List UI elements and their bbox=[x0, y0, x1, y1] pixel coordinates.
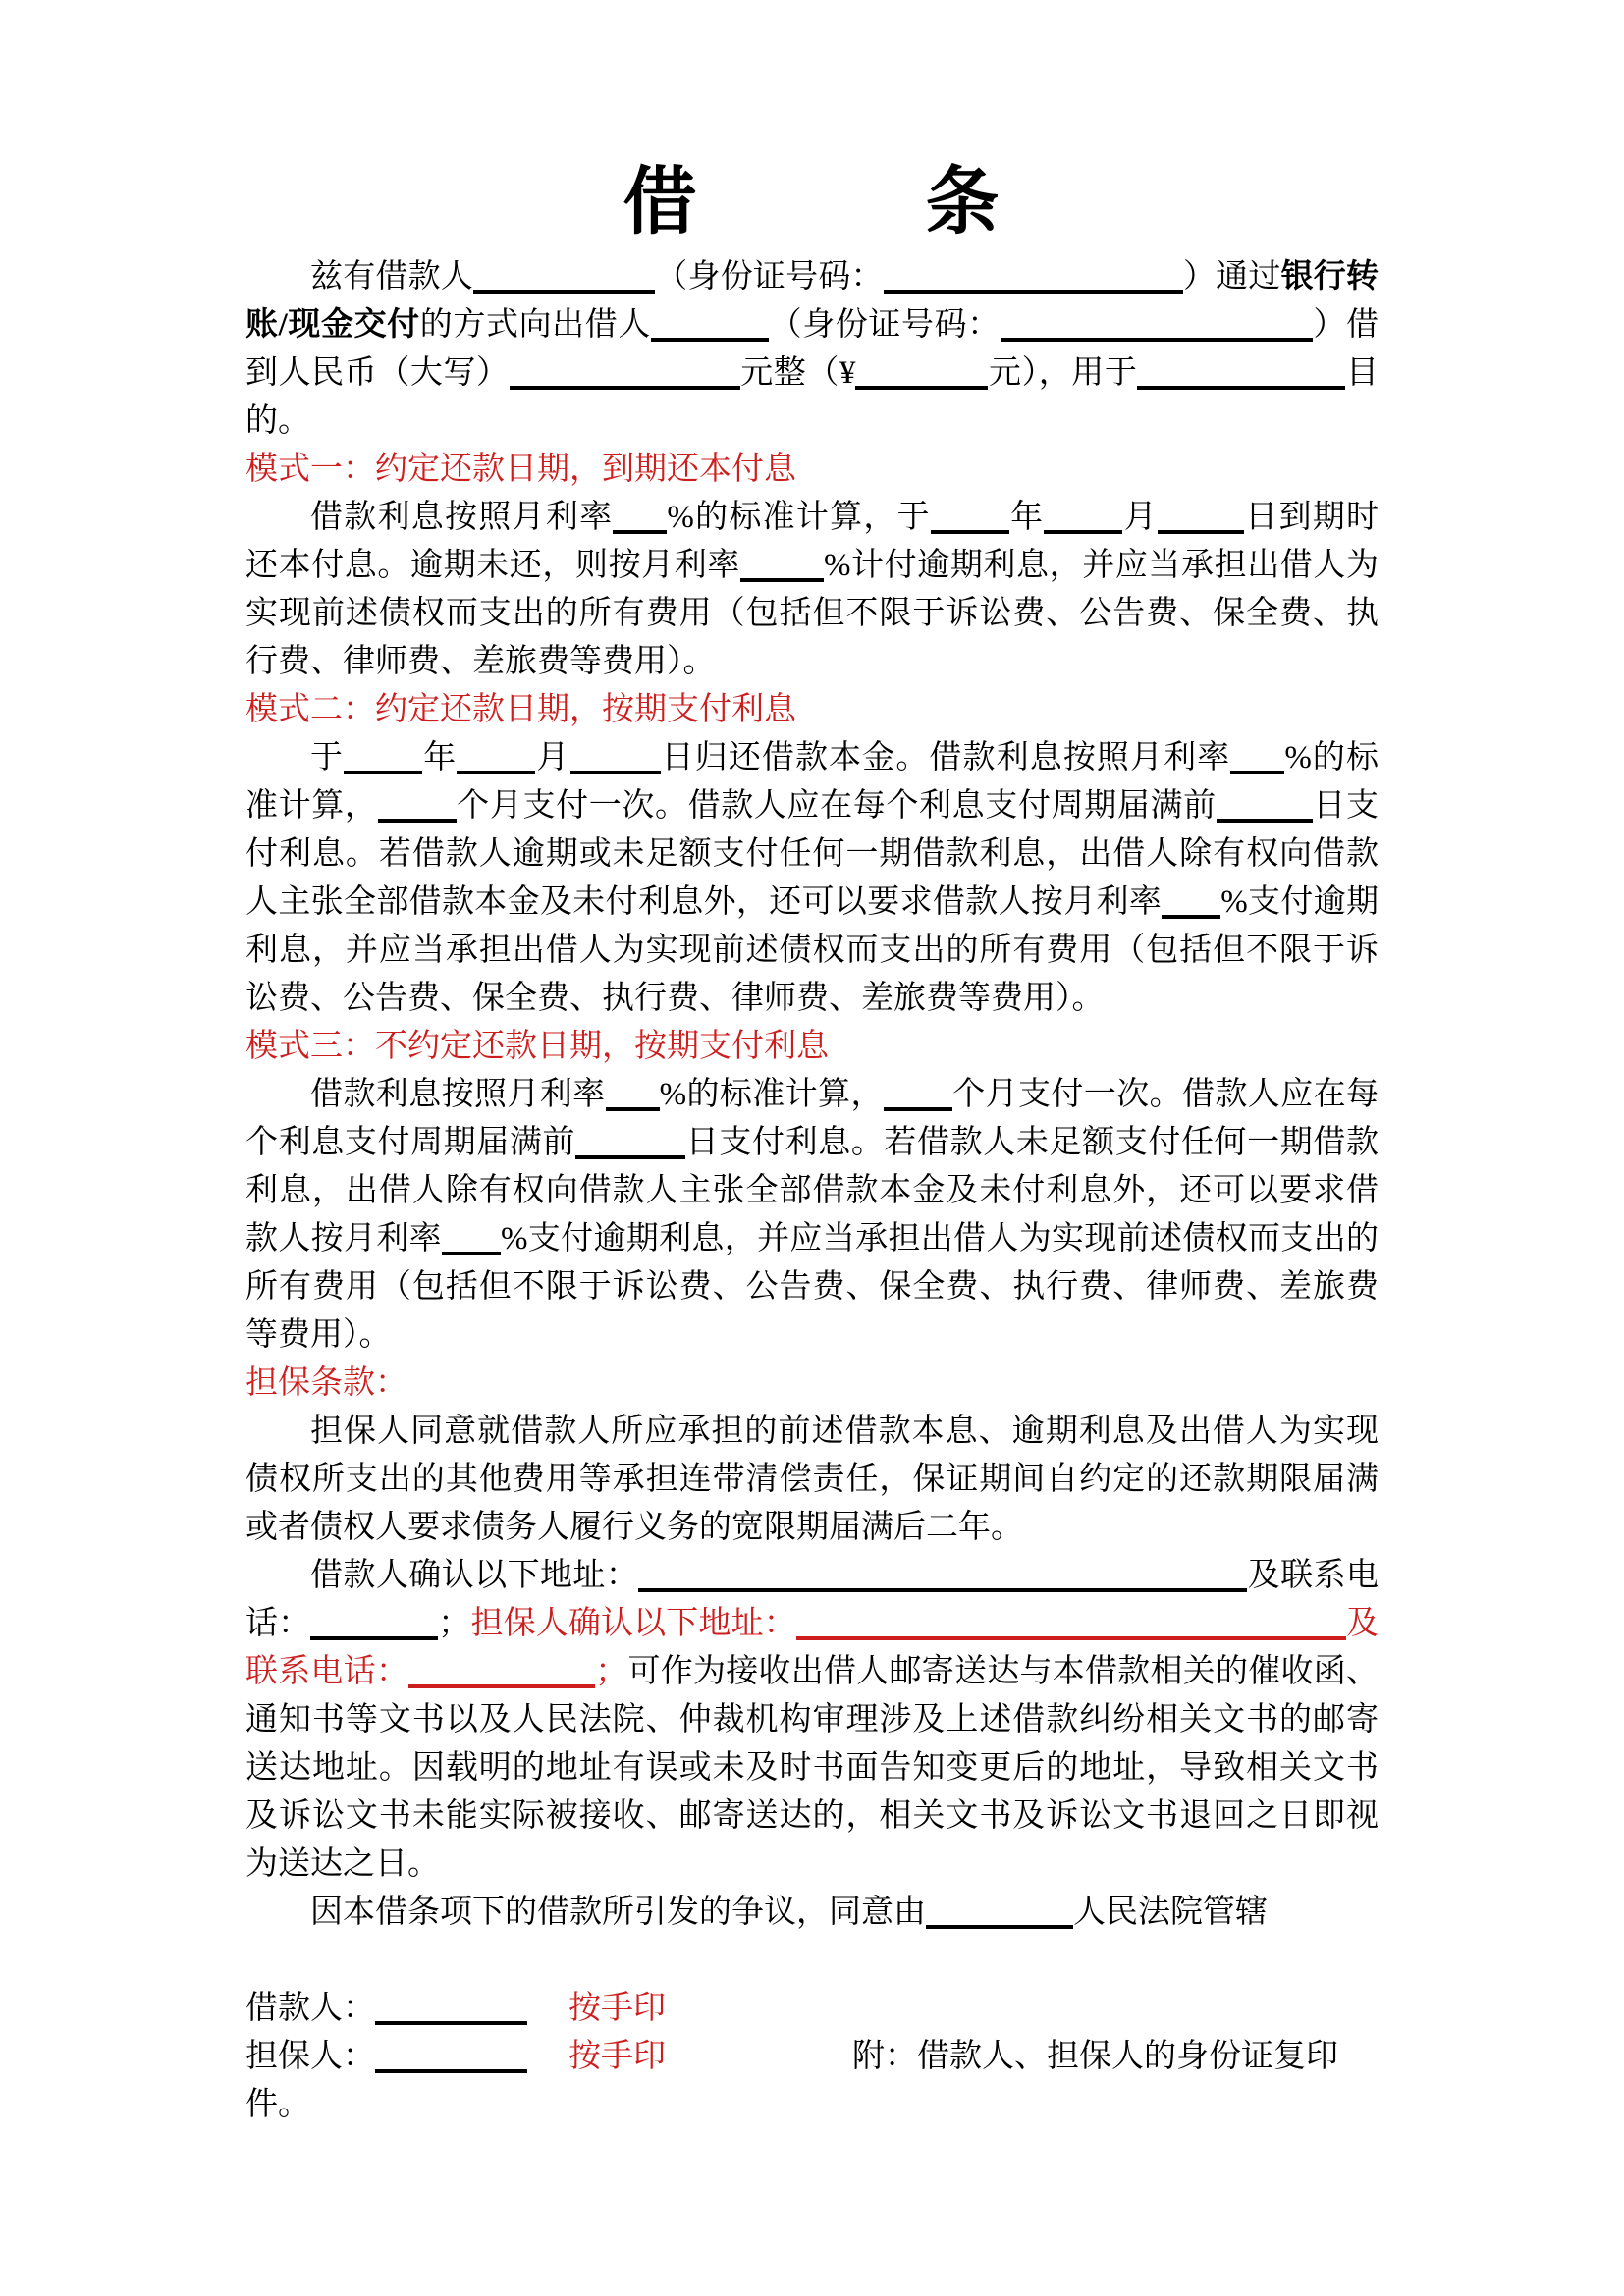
text-segment: 于 bbox=[310, 740, 345, 775]
guarantee-paragraph bbox=[245, 1408, 1379, 1552]
text-segment: 月 bbox=[1122, 500, 1158, 535]
text-segment: 年 bbox=[1008, 500, 1045, 535]
jurisdiction-paragraph bbox=[245, 1889, 1379, 1937]
blank-field bbox=[575, 1122, 685, 1160]
text-segment: ； bbox=[438, 1606, 471, 1641]
blank-field bbox=[408, 1651, 595, 1689]
blank-field bbox=[457, 737, 535, 775]
text-segment: 担保人： bbox=[245, 2039, 375, 2074]
text-segment: 日支付利息。若借款人未足额支付任何一期借款利息，出借人除有权向借款人主张全部借款本金及未付利息外，还可以要求借款人按月利率 bbox=[245, 1125, 1380, 1256]
blank-field bbox=[310, 1603, 438, 1641]
text-segment: %计付逾期利息，并应当承担出借人为实现前述债权而支出的所有费用（包括但不限于诉讼费、公告费、保全费、执行费、律师费、差旅费等费用）。 bbox=[245, 548, 1379, 679]
blank-field bbox=[606, 1074, 660, 1112]
text-segment: %的标准计算，于 bbox=[667, 500, 931, 535]
blank-field bbox=[1158, 497, 1244, 535]
text-segment: ； bbox=[595, 1654, 628, 1689]
blank-field bbox=[855, 352, 988, 391]
blank-field bbox=[1230, 737, 1284, 775]
mode2-heading bbox=[245, 686, 1379, 734]
text-segment: 借款利息按照月利率 bbox=[310, 500, 614, 535]
text-segment: 担保人确认以下地址： bbox=[470, 1606, 796, 1641]
document-body bbox=[245, 253, 1379, 2129]
blank-field bbox=[473, 256, 655, 294]
blank-field bbox=[931, 497, 1009, 535]
blank-field bbox=[570, 737, 661, 775]
blank-field bbox=[884, 256, 1183, 294]
mode3-paragraph bbox=[245, 1071, 1379, 1360]
blank-field bbox=[1137, 352, 1345, 391]
address-paragraph bbox=[245, 1552, 1379, 1889]
text-segment: ）通过 bbox=[1182, 259, 1281, 294]
mode3-heading bbox=[245, 1023, 1379, 1071]
document-title: 借 条 bbox=[623, 162, 1001, 243]
spacer bbox=[527, 2017, 568, 2018]
text-segment: 年 bbox=[422, 740, 458, 775]
text-segment: 月 bbox=[535, 740, 570, 775]
text-segment: %支付逾期利息，并应当承担出借人为实现前述债权而支出的所有费用（包括但不限于诉讼费、公告费、保全费、执行费、律师费、差旅费等费用）。 bbox=[245, 884, 1379, 1016]
text-segment: 可作为接收出借人邮寄送达与本借款相关的催收函、通知书等文书以及人民法院、仲裁机构审理涉及上述借款纠纷相关文书的邮寄送达地址。因载明的地址有误或未及时书面告知变更后的地址，导致相关文书及诉讼文书未能实际被接收、邮寄送达的，相关文书及诉讼文书退回之日即视为送达之日。 bbox=[245, 1654, 1379, 1882]
blank-field bbox=[375, 2036, 527, 2074]
blank-field bbox=[344, 737, 422, 775]
text-segment: 按手印 bbox=[568, 1991, 666, 2026]
blank-field bbox=[796, 1603, 1346, 1641]
intro-paragraph bbox=[245, 253, 1379, 446]
blank-field bbox=[1162, 881, 1220, 920]
text-segment: 担保人同意就借款人所应承担的前述借款本息、逾期利息及出借人为实现债权所支出的其他费用等承担连带清偿责任，保证期间自约定的还款期限届满或者债权人要求债务人履行义务的宽限期届满后二年。 bbox=[245, 1414, 1379, 1545]
text-segment: 元），用于 bbox=[988, 355, 1138, 391]
blank-field bbox=[613, 497, 667, 535]
text-segment: ）借到人民币（大写） bbox=[245, 307, 1380, 391]
text-segment: 借款人： bbox=[245, 1991, 375, 2026]
blank-field bbox=[638, 1555, 1247, 1593]
text-segment: %支付逾期利息，并应当承担出借人为实现前述债权而支出的所有费用（包括但不限于诉讼费、公告费、保全费、执行费、律师费、差旅费等费用）。 bbox=[245, 1221, 1379, 1353]
text-segment: 及联系电话： bbox=[245, 1606, 1380, 1689]
blank-field bbox=[510, 352, 740, 391]
guarantee-heading bbox=[245, 1360, 1379, 1408]
text-segment: 借款利息按照月利率 bbox=[310, 1077, 606, 1112]
blank-field bbox=[1001, 304, 1313, 343]
blank-field bbox=[740, 545, 824, 583]
text-segment: 日到期时还本付息。逾期未还，则按月利率 bbox=[245, 500, 1380, 583]
text-segment: 人民法院管辖 bbox=[1073, 1895, 1268, 1930]
text-segment: 按手印 bbox=[568, 2039, 666, 2074]
text-segment: 个月支付一次。借款人应在每个利息支付周期届满前 bbox=[245, 1077, 1379, 1160]
blank-field bbox=[378, 785, 457, 824]
signature-borrower-row bbox=[245, 1985, 1379, 2033]
text-segment: 兹有借款人 bbox=[310, 259, 474, 294]
mode2-paragraph bbox=[245, 734, 1379, 1023]
text-segment: 元整（¥ bbox=[739, 355, 856, 391]
blank-field bbox=[884, 1074, 952, 1112]
blank-line bbox=[245, 1937, 1379, 1985]
mode1-paragraph bbox=[245, 494, 1379, 686]
text-segment: 模式一：约定还款日期，到期还本付息 bbox=[245, 452, 796, 487]
text-segment: 目的。 bbox=[245, 355, 1380, 439]
text-segment: 担保条款： bbox=[245, 1365, 407, 1401]
text-segment: 日支付利息。若借款人逾期或未足额支付任何一期借款利息，出借人除有权向借款人主张全部借款本金及未付利息外，还可以要求借款人按月利率 bbox=[245, 788, 1380, 920]
text-segment: 模式三：不约定还款日期，按期支付利息 bbox=[245, 1029, 829, 1064]
text-segment: 模式二：约定还款日期，按期支付利息 bbox=[245, 692, 796, 727]
text-segment: 银行转账/现金交付 bbox=[245, 259, 1380, 343]
spacer bbox=[527, 2065, 568, 2066]
text-segment: 日归还借款本金。借款利息按照月利率 bbox=[660, 740, 1231, 775]
text-segment: 及联系电话： bbox=[245, 1558, 1380, 1641]
text-segment: （身份证号码： bbox=[655, 259, 884, 294]
text-segment: %的标准计算， bbox=[659, 1077, 884, 1112]
text-segment: （身份证号码： bbox=[769, 307, 1001, 343]
mode1-heading bbox=[245, 446, 1379, 494]
text-segment: 的方式向出借人 bbox=[419, 307, 651, 343]
spacer bbox=[666, 2065, 852, 2066]
text-segment: 因本借条项下的借款所引发的争议，同意由 bbox=[310, 1895, 926, 1930]
blank-field bbox=[1044, 497, 1122, 535]
text-segment: %的标准计算， bbox=[245, 740, 1380, 824]
signature-guarantor-row bbox=[245, 2033, 1379, 2129]
text-segment: 附：借款人、担保人的身份证复印件。 bbox=[245, 2039, 1338, 2122]
blank-field bbox=[1217, 785, 1313, 824]
blank-field bbox=[375, 1988, 527, 2026]
text-segment: 个月支付一次。借款人应在每个利息支付周期届满前 bbox=[456, 788, 1217, 824]
blank-field bbox=[442, 1218, 501, 1256]
blank-field bbox=[926, 1892, 1073, 1930]
blank-field bbox=[651, 304, 769, 343]
text-segment: 借款人确认以下地址： bbox=[310, 1558, 639, 1593]
